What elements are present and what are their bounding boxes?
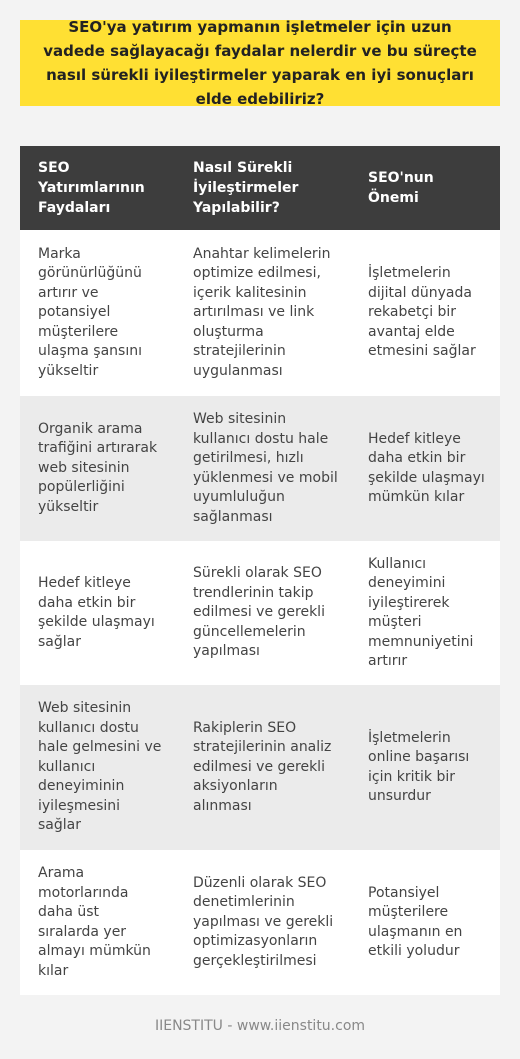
table-cell: Kullanıcı deneyimini iyileştirerek müşteri memnuniyetini artırır: [350, 541, 500, 685]
table-row: [20, 850, 500, 995]
table-header-row: [20, 146, 500, 230]
table-row: [20, 230, 500, 396]
column-header-importance: SEO'nun Önemi: [350, 146, 500, 230]
table-cell: Sürekli olarak SEO trendlerinin takip edilmesi ve gerekli güncellemelerin yapılması: [175, 541, 350, 685]
table-cell: Arama motorlarında daha üst sıralarda yer almayı mümkün kılar: [20, 850, 175, 995]
table-cell: İşletmelerin dijital dünyada rekabetçi bir avantaj elde etmesini sağlar: [350, 230, 500, 396]
page-title: [20, 20, 500, 106]
page-title-text: SEO'ya yatırım yapmanın işletmeler için uzun vadede sağlayacağı faydalar nelerdir ve bu süreçte nasıl sürekli iyileştirmeler yaparak en iyi sonuçları elde edebiliriz?: [43, 18, 477, 108]
seo-table: [20, 146, 500, 995]
table-row: [20, 685, 500, 850]
table-cell: Anahtar kelimelerin optimize edilmesi, içerik kalitesinin artırılması ve link oluşturma stratejilerinin uygulanması: [175, 230, 350, 396]
table-cell: İşletmelerin online başarısı için kritik bir unsurdur: [350, 685, 500, 850]
table-cell: Düzenli olarak SEO denetimlerinin yapılması ve gerekli optimizasyonların gerçekleştirilmesi: [175, 850, 350, 995]
table-cell: Potansiyel müşterilere ulaşmanın en etkili yoludur: [350, 850, 500, 995]
table-cell: Rakiplerin SEO stratejilerinin analiz edilmesi ve gerekli aksiyonların alınması: [175, 685, 350, 850]
table-row: [20, 396, 500, 541]
column-header-benefits: SEO Yatırımlarının Faydaları: [20, 146, 175, 230]
table-cell: Hedef kitleye daha etkin bir şekilde ulaşmayı sağlar: [20, 541, 175, 685]
footer-credit: IIENSTITU - www.iienstitu.com: [154, 1018, 366, 1034]
table-cell: Marka görünürlüğünü artırır ve potansiyel müşterilere ulaşma şansını yükseltir: [20, 230, 175, 396]
table-row: [20, 541, 500, 685]
table-cell: Organik arama trafiğini artırarak web sitesinin popülerliğini yükseltir: [20, 396, 175, 541]
column-header-improvements: Nasıl Sürekli İyileştirmeler Yapılabilir?: [175, 146, 350, 230]
table-cell: Web sitesinin kullanıcı dostu hale gelmesini ve kullanıcı deneyiminin iyileşmesini sağlar: [20, 685, 175, 850]
table-cell: Web sitesinin kullanıcı dostu hale getirilmesi, hızlı yüklenmesi ve mobil uyumluluğun sağlanması: [175, 396, 350, 541]
table-cell: Hedef kitleye daha etkin bir şekilde ulaşmayı mümkün kılar: [350, 396, 500, 541]
